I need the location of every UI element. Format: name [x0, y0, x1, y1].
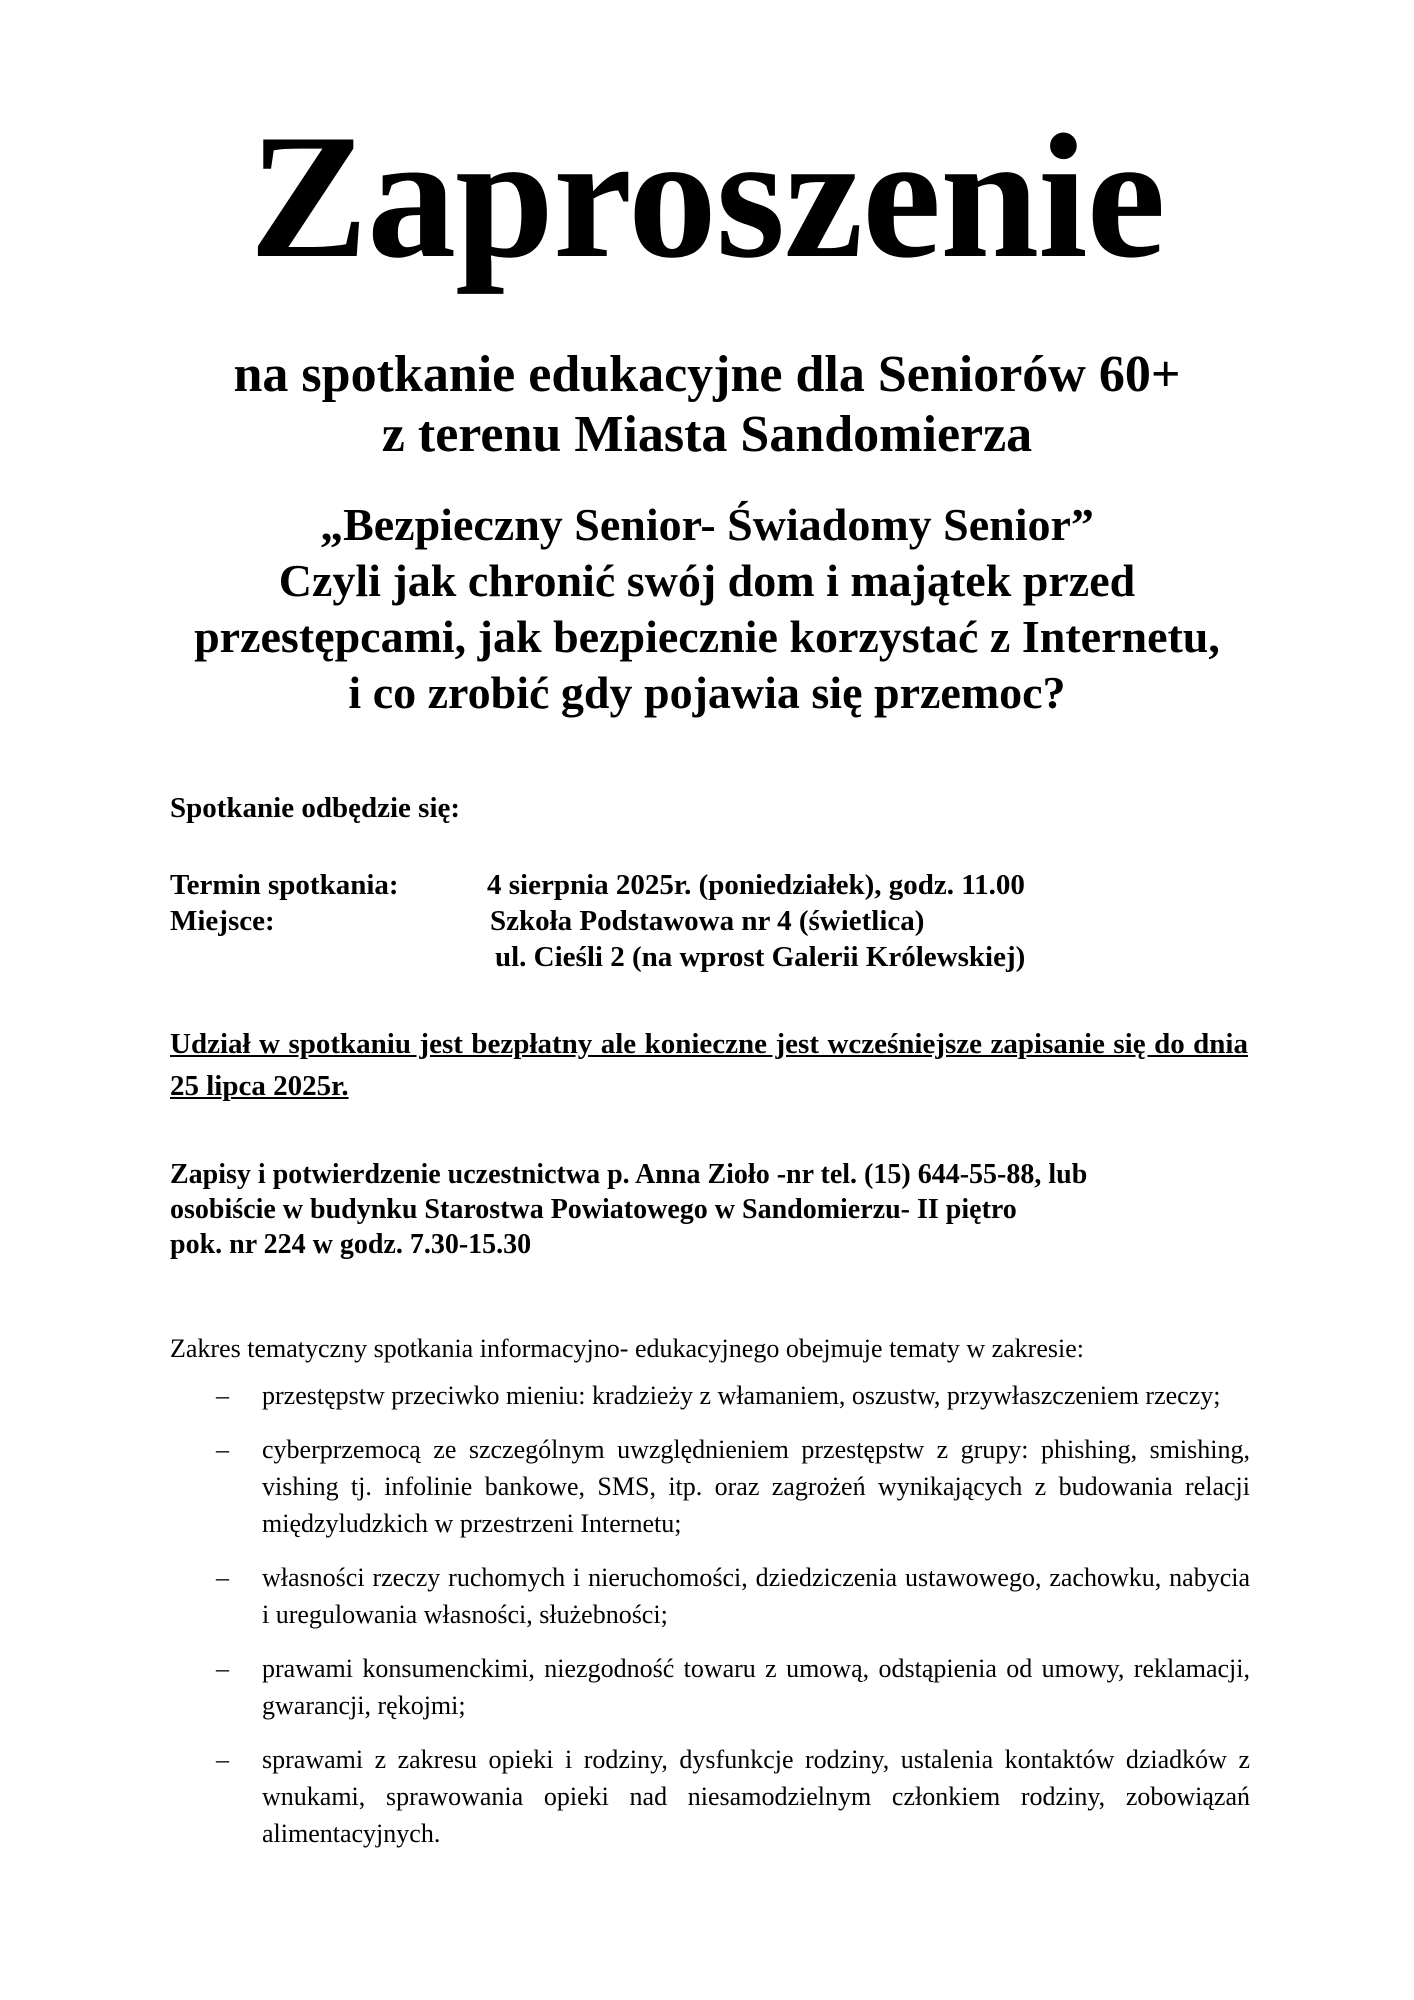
date-value: 4 sierpnia 2025r. (poniedziałek), godz. 11.00	[487, 869, 1025, 901]
bullet-dash: –	[216, 1563, 229, 1592]
list-item-text: sprawami z zakresu opieki i rodziny, dysfunkcje rodziny, ustalenia kontaktów dziadków z wnukami, sprawowania opieki nad niesamodzielnym członkiem rodziny, zobowiązań alimentacyjnych.	[262, 1745, 1250, 1848]
list-item	[170, 1431, 1250, 1542]
meeting-topic	[0, 497, 1414, 721]
participation-notice: Udział w spotkaniu jest bezpłatny ale konieczne jest wcześniejsze zapisanie się do dnia 25 lipca 2025r.	[170, 1028, 1248, 1102]
list-item-text: prawami konsumenckimi, niezgodność towaru z umową, odstąpienia od umowy, reklamacji, gwarancji, rękojmi;	[262, 1654, 1250, 1720]
place-label: Miejsce:	[170, 905, 275, 937]
bullet-dash: –	[216, 1654, 229, 1683]
scope-intro: Zakres tematyczny spotkania informacyjno- edukacyjnego obejmuje tematy w zakresie:	[170, 1334, 1084, 1363]
topic-line: „Bezpieczny Senior- Świadomy Senior”	[320, 499, 1094, 550]
date-label: Termin spotkania:	[170, 869, 399, 901]
subtitle	[0, 345, 1414, 465]
list-item	[170, 1650, 1250, 1724]
subtitle-line: na spotkanie edukacyjne dla Seniorów 60+	[233, 346, 1181, 403]
document-title: Zaproszenie	[249, 97, 1165, 295]
bullet-dash: –	[216, 1381, 229, 1410]
signup-line: pok. nr 224 w godz. 7.30-15.30	[170, 1229, 532, 1260]
place-value: Szkoła Podstawowa nr 4 (świetlica)	[490, 905, 925, 937]
list-item-text: cyberprzemocą ze szczególnym uwzględnieniem przestępstw z grupy: phishing, smishing, vishing tj. infolinie bankowe, SMS, itp. oraz zagrożeń wynikających z budowania relacji międzyludzkich w przestrzeni Internetu;	[262, 1435, 1250, 1538]
subtitle-line: z terenu Miasta Sandomierza	[381, 406, 1033, 463]
bullet-dash: –	[216, 1435, 229, 1464]
topic-line: przestępcami, jak bezpiecznie korzystać z Internetu,	[194, 611, 1220, 662]
topic-line: Czyli jak chronić swój dom i majątek przed	[278, 555, 1136, 606]
list-item	[170, 1377, 1250, 1414]
list-item	[170, 1741, 1250, 1852]
list-item-text: przestępstw przeciwko mieniu: kradzieży z włamaniem, oszustw, przywłaszczeniem rzeczy;	[262, 1381, 1221, 1410]
bullet-dash: –	[216, 1745, 229, 1774]
list-item	[170, 1559, 1250, 1633]
signup-line: Zapisy i potwierdzenie uczestnictwa p. Anna Zioło -nr tel. (15) 644-55-88, lub	[170, 1159, 1088, 1190]
scope-list	[170, 1377, 1250, 1869]
signup-info	[170, 1157, 1270, 1262]
topic-line: i co zrobić gdy pojawia się przemoc?	[348, 667, 1066, 718]
list-item-text: własności rzeczy ruchomych i nieruchomości, dziedziczenia ustawowego, zachowku, nabycia i uregulowania własności, służebności;	[262, 1563, 1250, 1629]
place-address: ul. Cieśli 2 (na wprost Galerii Królewskiej)	[495, 941, 1026, 973]
signup-line: osobiście w budynku Starostwa Powiatowego w Sandomierzu- II piętro	[170, 1194, 1017, 1225]
meeting-heading: Spotkanie odbędzie się:	[170, 792, 461, 824]
